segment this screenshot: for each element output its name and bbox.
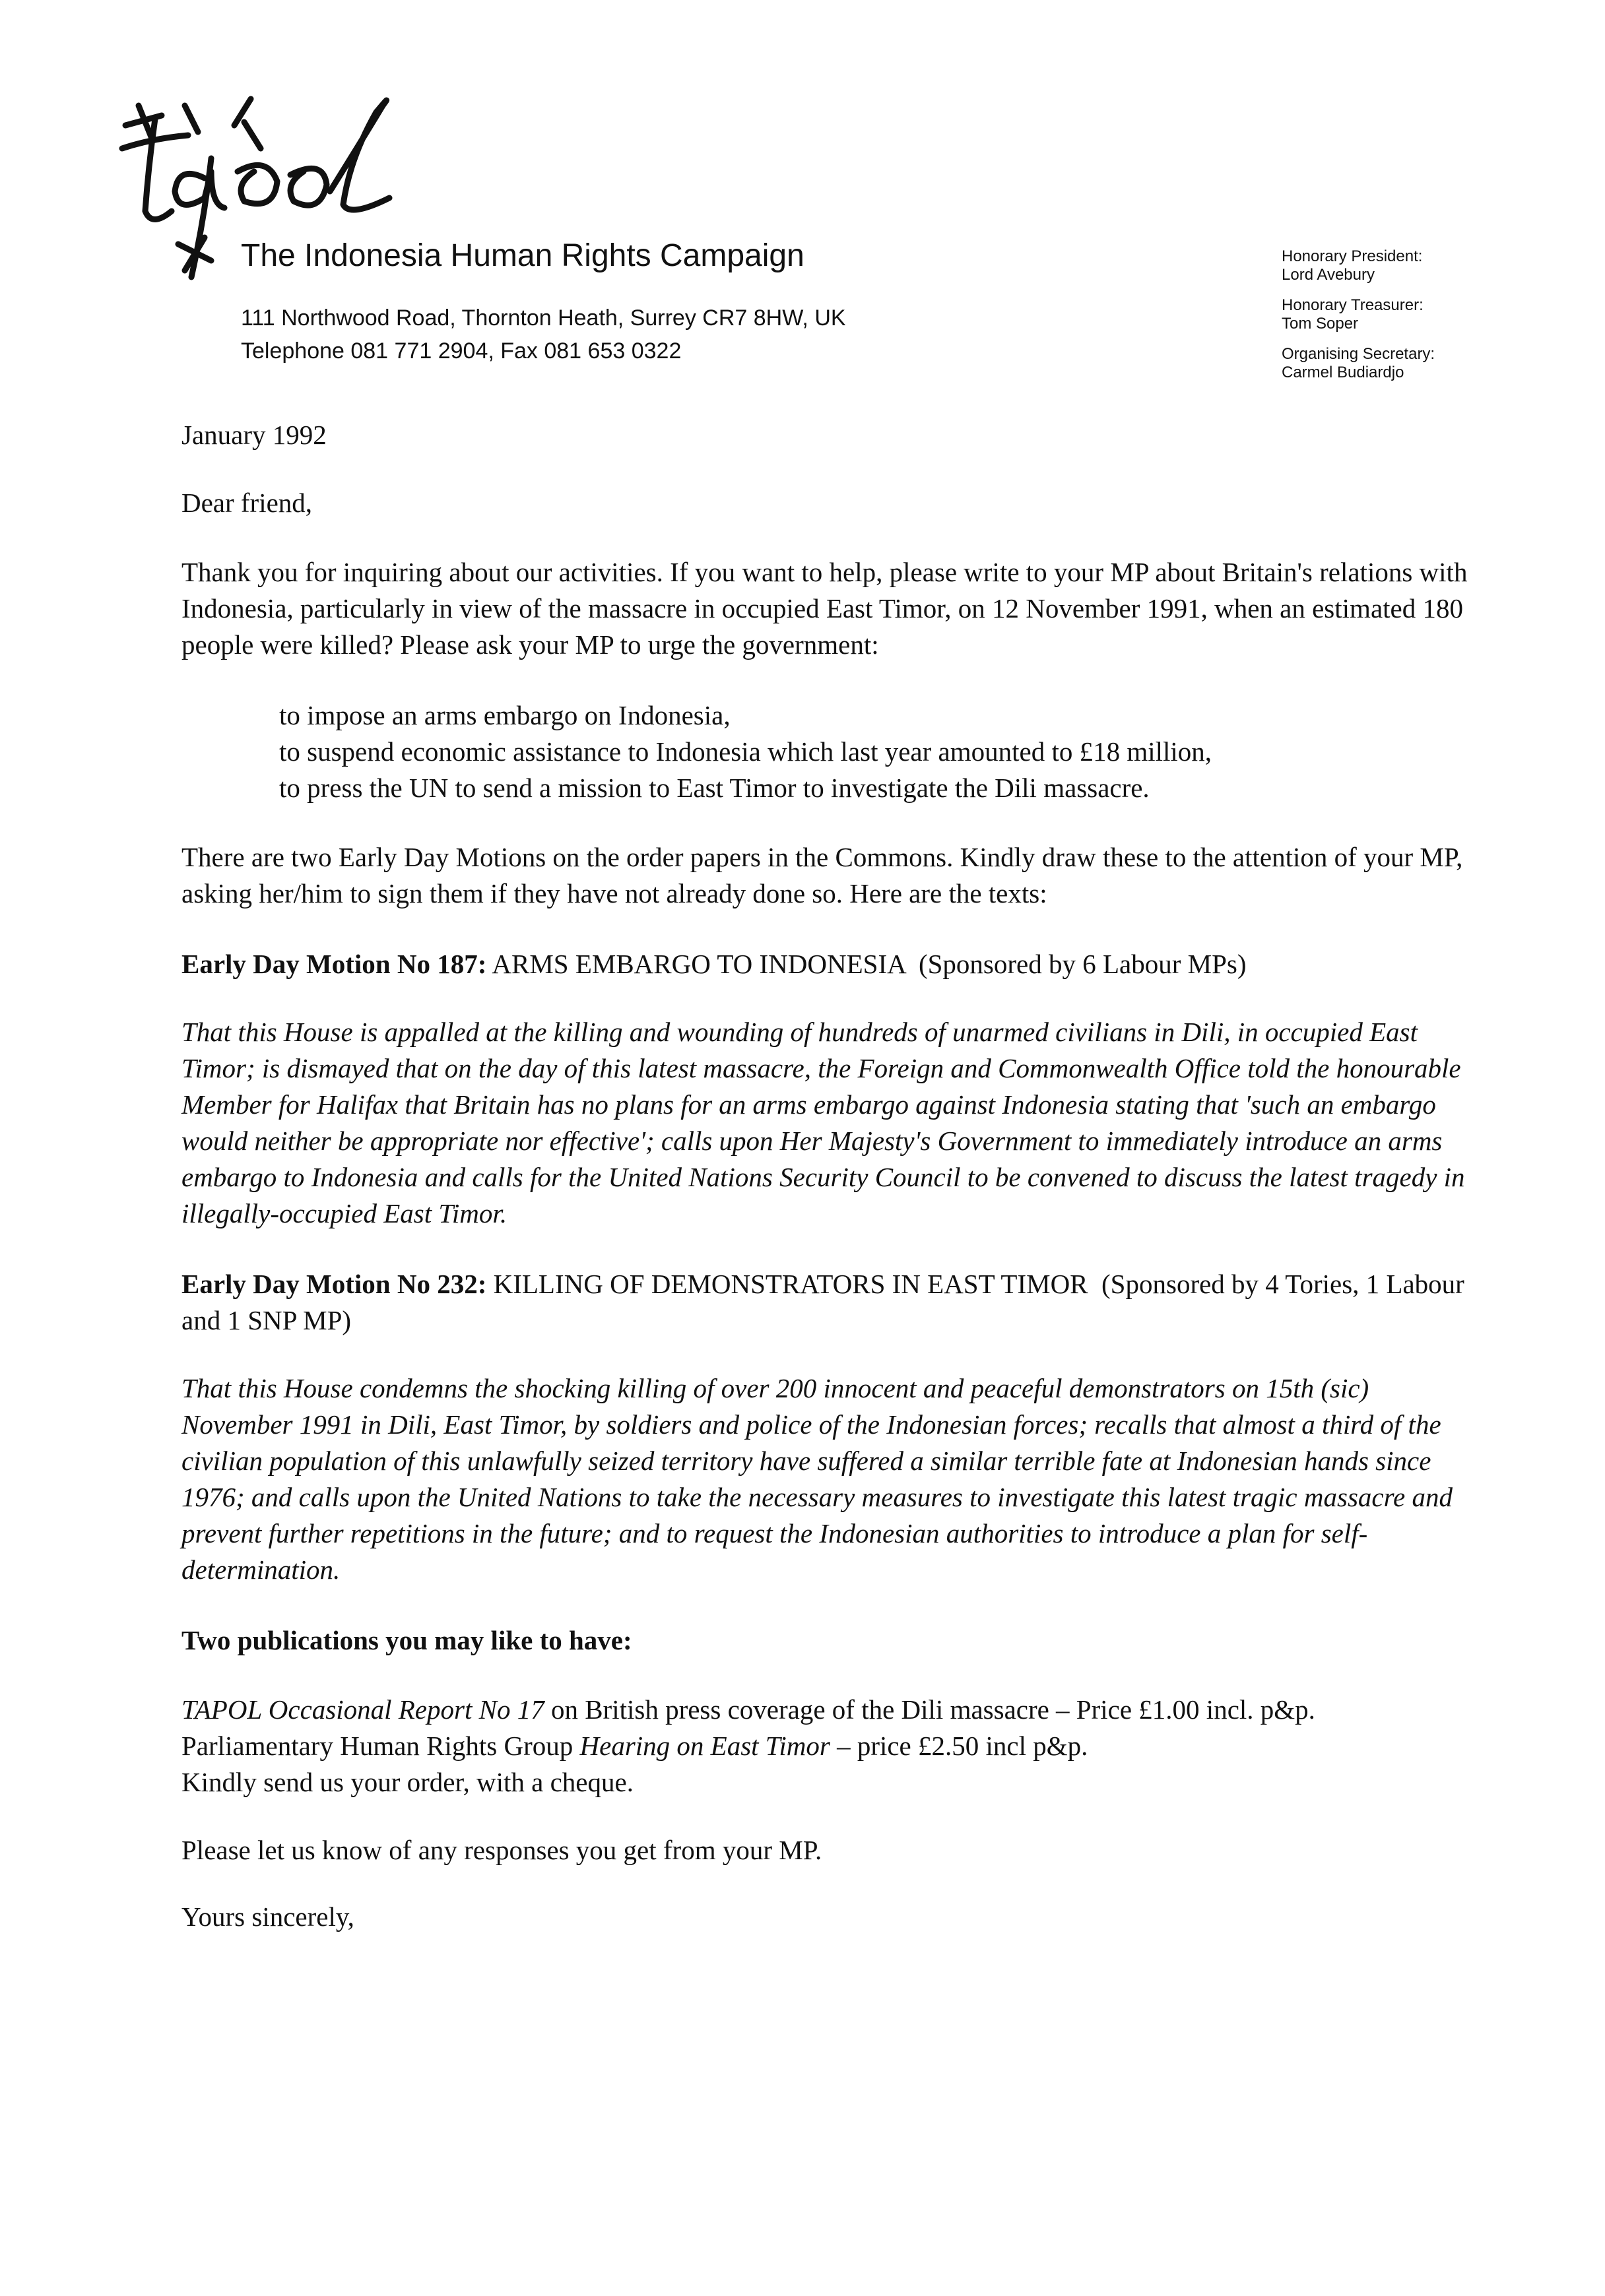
address-line: 111 Northwood Road, Thornton Heath, Surrey CR7 8HW, UK [241, 305, 846, 331]
publication-item [181, 1728, 1485, 1764]
list-item: to suspend economic assistance to Indonesia which last year amounted to £18 million, [279, 736, 1212, 767]
publication-desc: on British press coverage of the Dili massacre – Price £1.00 incl. p&p. [544, 1694, 1315, 1725]
salutation: Dear friend, [181, 488, 313, 518]
intro-paragraph: Thank you for inquiring about our activities. If you want to help, please write to your MP about Britain's relations with Indonesia, particularly in view of the massacre in occupied East Timor, on 12 November 1991, when an estimated 180 people were killed? Please ask your MP to urge the government: [181, 557, 1468, 660]
motions-intro: There are two Early Day Motions on the order papers in the Commons. Kindly draw these to the attention of your MP, asking her/him to sign them if they have not already done so. Here are the texts: [181, 842, 1463, 909]
request-paragraph: Please let us know of any responses you get from your MP. [181, 1835, 822, 1865]
organisation-name: The Indonesia Human Rights Campaign [241, 238, 804, 273]
motion-title: KILLING OF DEMONSTRATORS IN EAST TIMOR [493, 1269, 1088, 1299]
officer-name: Lord Avebury [1282, 266, 1375, 284]
officers-list [1282, 247, 1435, 382]
officer-role: Honorary President: [1282, 247, 1423, 265]
motion-sponsor: (Sponsored by 6 Labour MPs) [918, 949, 1247, 979]
publication-item [181, 1692, 1485, 1728]
motion-text: That this House is appalled at the killing and wounding of hundreds of unarmed civilians in Dili, in occupied East Timor; is dismayed that on the day of this latest massacre, the Foreign and Commonwealth Office told the honourable Member for Halifax that Britain has no plans for an arms embargo against Indonesia stating that 'such an embargo would neither be appropriate nor effective'; calls upon Her Majesty's Government to immediately introduce an arms embargo to Indonesia and calls for the United Nations Security Council to be convened to discuss the latest tragedy in illegally-occupied East Timor. [181, 1017, 1465, 1228]
order-note: Kindly send us your order, with a cheque. [181, 1767, 634, 1797]
contact-line: Telephone 081 771 2904, Fax 081 653 0322 [241, 338, 682, 364]
motion-heading [181, 946, 1485, 982]
publication-desc: – price £2.50 incl p&p. [830, 1731, 1088, 1761]
publication-title: Hearing on East Timor [579, 1731, 830, 1761]
letter-date: January 1992 [181, 420, 327, 450]
motion-text: That this House condemns the shocking killing of over 200 innocent and peaceful demonstrators on 15th (sic) November 1991 in Dili, East Timor, by soldiers and police of the Indonesian forces; recalls that almost a third of the civilian population of this unlawfully seized territory have suffered a similar terrible fate at Indonesian hands since 1976; and calls upon the United Nations to take the necessary measures to investigate this latest tragic massacre and prevent further repetitions in the future; and to request the Indonesian authorities to introduce a plan for self-determination. [181, 1373, 1453, 1585]
motion-label: Early Day Motion No 232: [181, 1269, 487, 1299]
officer-name: Carmel Budiardjo [1282, 364, 1404, 381]
publication-prefix: Parliamentary Human Rights Group [181, 1731, 580, 1761]
publications-heading: Two publications you may like to have: [181, 1625, 632, 1655]
officer-role: Organising Secretary: [1282, 345, 1435, 363]
officer-name: Tom Soper [1282, 315, 1359, 333]
motion-heading [181, 1266, 1485, 1339]
list-item: to impose an arms embargo on Indonesia, [279, 700, 731, 730]
list-item: to press the UN to send a mission to East Timor to investigate the Dili massacre. [279, 773, 1150, 803]
organisation-address [241, 302, 846, 367]
motion-title: ARMS EMBARGO TO INDONESIA [492, 949, 905, 979]
publications-list [181, 1692, 1485, 1801]
requests-list [279, 697, 1485, 806]
officer-role: Honorary Treasurer: [1282, 296, 1424, 314]
motion-label: Early Day Motion No 187: [181, 949, 487, 979]
closing: Yours sincerely, [181, 1901, 354, 1932]
motion-sponsor: (Sponsored by 4 Tories, 1 Labour and 1 SNP MP) [181, 1269, 1464, 1335]
publication-title: TAPOL Occasional Report No 17 [181, 1694, 544, 1725]
letter-body [181, 417, 1485, 1935]
